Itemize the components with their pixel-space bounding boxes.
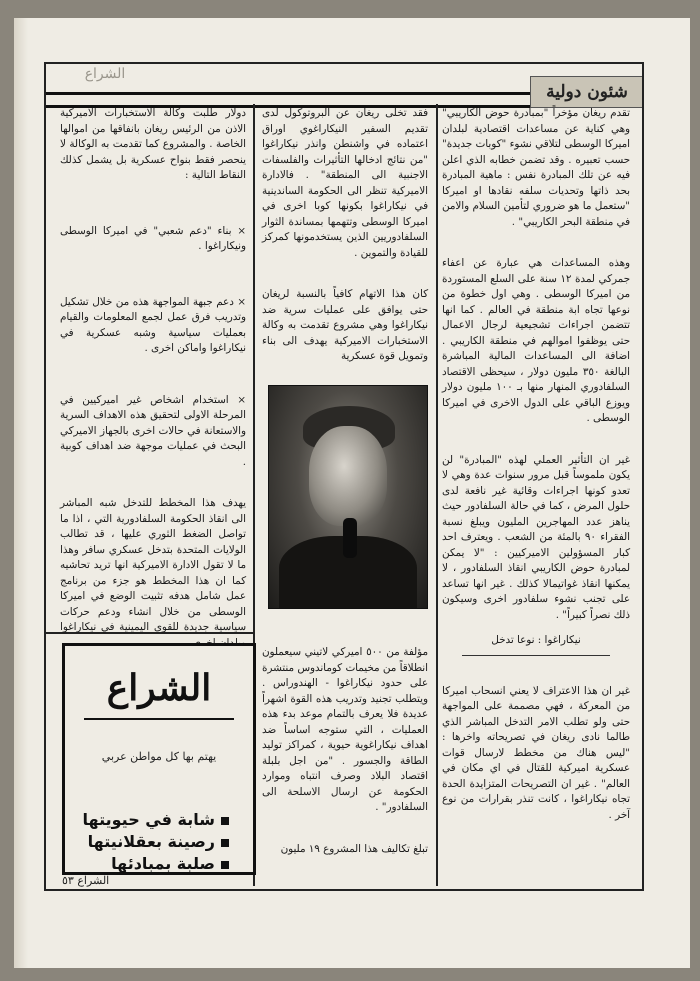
paragraph: كان هذا الاتهام كافياً بالنسبة لريغان حتى يوافق على عمليات سرية ضد نيكاراغوا وهي مشروع تقدمت به وكالة الاستخبارات الاميركية يهدف الى بناء وتمويل قوة عسكرية — [262, 288, 428, 362]
advert-slogan: صلبة بمبادئها — [65, 853, 229, 875]
ashshiraa-advert — [62, 643, 256, 875]
advert-slogan: شابة في حيويتها — [65, 809, 229, 831]
bullet-point: × دعم جبهة المواجهة هذه من خلال تشكيل وتدريب فرق عمل لجمع المعلومات والقيام بعمليات سياسية وشبه عسكرية في نيكاراغوا واماكن اخرى . — [60, 295, 246, 354]
advert-slogans — [65, 809, 253, 875]
paragraph: تقدم ريغان مؤخراً "بمبادرة حوض الكاريبي" وهي كناية عن مساعدات اقتصادية لبلدان اميركا الوسطى لتلاقي نشوء "كوبات جديدة" حسب تعبيره . وقد تضمن خطابه الذي اعلن فيه عن تلك المبادرة نفس : ماهية المبادرة بحد ذاتها وتحديات سلفه نقادها او اميركا "ستعمل ما هو ضروري لتأمين السلام والامن في منطقة البحر الكاريبي" . — [442, 107, 630, 228]
paragraph: يهدف هذا المخطط للتدخل شبه المباشر الى انقاذ الحكومة السلفادورية التي ، اذا ما تواصل الضغط الثوري عليها ، قد تطالب الولايات المتحدة بتدخل عسكري سافر وهذا ما لا تقول الادارة الاميركية انها تريد تحاشيه كما ان هذا المخطط هو جزء من برنامج عمل شامل هدفه تثبيت الوضع في اميركا الوسطى من خلال انشاء ودعم حركات سياسية جديدة للقوى اليمينية في نيكاراغوا — [60, 497, 246, 633]
reagan-photo — [268, 385, 428, 609]
bullet-point: × استخدام اشخاص غير اميركيين في المرحلة الاولى لتحقيق هذه الاهداف السرية والاستعانة في حالات اخرى بالجهاز الاميركي البحث في عمليات موجهة ضد اهداف كوبية . — [60, 393, 246, 468]
article-column-right — [442, 106, 630, 833]
page-footer: الشراع ٥٣ — [62, 874, 110, 887]
square-bullet-icon — [221, 861, 229, 869]
column-divider-right — [436, 104, 438, 886]
paragraph: غير ان التأثير العملي لهذه "المبادرة" لن يكون ملموساً قبل مرور سنوات عدة وهي لا تعدو كونها اجراءات وقائية غير نافعة لدى حلول المرض ، كما في حالة السلفادور حيث يناهز عدد المهاجرين المليون ويبلغ نسبة الفقراء ٩٠ بالمئة من الشعب . ويعترف احد كبار المسؤولين الاميركيين : "لا يمكن لمبادرة حوض الكاريبي انقاذ السلفادور ، لا يمكنها انقاذ غواتيمالا كذلك . غير انها تساعد على تجنب نشوء سلفادور اخرى وسيكون ذلك نصراً كبيراً" . — [442, 453, 630, 621]
photo-face — [309, 426, 387, 526]
paragraph: دولار طلبت وكالة الاستخبارات الاميركية الاذن من الرئيس ريغان بانفاقها من اموالها الخاصة . والمشروع كما تقدمت به الوكالة لا ينحصر فقط بنواح عسكرية بل يشمل كذلك النقاط التالية : — [60, 107, 246, 181]
article-column-left — [60, 106, 246, 661]
photo-microphone — [343, 518, 357, 558]
advert-logo: الشراع — [106, 667, 212, 709]
article-column-middle — [262, 106, 428, 375]
square-bullet-icon — [221, 839, 229, 847]
faded-page-heading: الشراع — [84, 66, 126, 82]
paragraph: فقد تخلى ريغان عن البروتوكول لدى تقديم السفير النيكاراغوي اوراق اعتماده في واشنطن وانذر نيكاراغوا "من نتائج ادخالها التأثيرات والفلسفات الاجنبية الى المنطقة" . فالادارة الاميركية تنظر الى الحكومة الساندينية في نيكاراغوا بكونها كوبا اخرى في اميركا الوسطى وتتهمها بمساندة الثوار السلفادوريين الذين يستخدمونها كمركز للقيادة والتموين . — [262, 107, 428, 259]
article-column-middle-lower — [262, 645, 428, 867]
subheading: نيكاراغوا : نوعا تدخل — [462, 633, 610, 656]
advert-slogan: رصينة بعقلانيتها — [65, 831, 229, 853]
section-title: شئون دولية — [530, 76, 644, 108]
paragraph: تبلغ تكاليف هذا المشروع ١٩ مليون — [280, 842, 428, 855]
bullet-point: × بناء "دعم شعبي" في اميركا الوسطى ونيكاراغوا . — [60, 224, 246, 252]
square-bullet-icon — [221, 817, 229, 825]
paragraph: مؤلفة من ٥٠٠ اميركي لاتيني سيعملون انطلاقاً من مخيمات كوماندوس منتشرة على حدود نيكاراغوا - الهندوراس . ويتطلب تجنيد وتدريب هذه القوة اشهراً عديدة فلا يعرف بالتمام موعد بدء هذه العمليات ، التي ستوجه اساساً ضد اهداف نيكاراغوية حيوية ، كمراكز توليد الطاقة والجسور . "من اجل بلبلة اقتصاد البلاد وصرف انتباه وموارد الحكومة عن ارسال الاسلحة الى السلفادور" . — [262, 646, 428, 813]
advert-tagline: يهتم بها كل مواطن عربي — [101, 750, 217, 763]
paragraph: وهذه المساعدات هي عبارة عن اعفاء جمركي لمدة ١٢ سنة على السلع المستوردة من اميركا الوسطى . وهي اول خطوة من نوعها تجاه ابة منطقة في العالم . كما انها تتضمن اجراءات تشجيعية لرجال الاعمال حتى يوظفوا اموالهم في منطقة الكاريبي . اضافة الى المساعدات المالية المباشرة البالغة ٣٥٠ مليون دولار ، سيحظى الاقتصاد السلفادوري المنهار منها بـ ١٠٠ مليون دولار ويوزع الباقي على الدول الاخرى في اميركا الوسطى . — [442, 257, 631, 424]
paragraph: غير ان هذا الاعتراف لا يعني انسحاب اميركا من المعركة ، فهي مصممة على المواجهة حتى ولو تطلب الامر التدخل المباشر الذي طالما نادى ريغان في تصريحاته واخرها : "ليس هناك من مخطط لارسال قوات عسكرية اميركية للقتال في اي مكان في العالم" . غير ان التصريحات المتزايدة الحدة تجاه نيكاراغوا ، كانت تنذر بقرارات من نوع آخر . — [442, 684, 630, 821]
advert-logo-rule — [84, 718, 234, 720]
